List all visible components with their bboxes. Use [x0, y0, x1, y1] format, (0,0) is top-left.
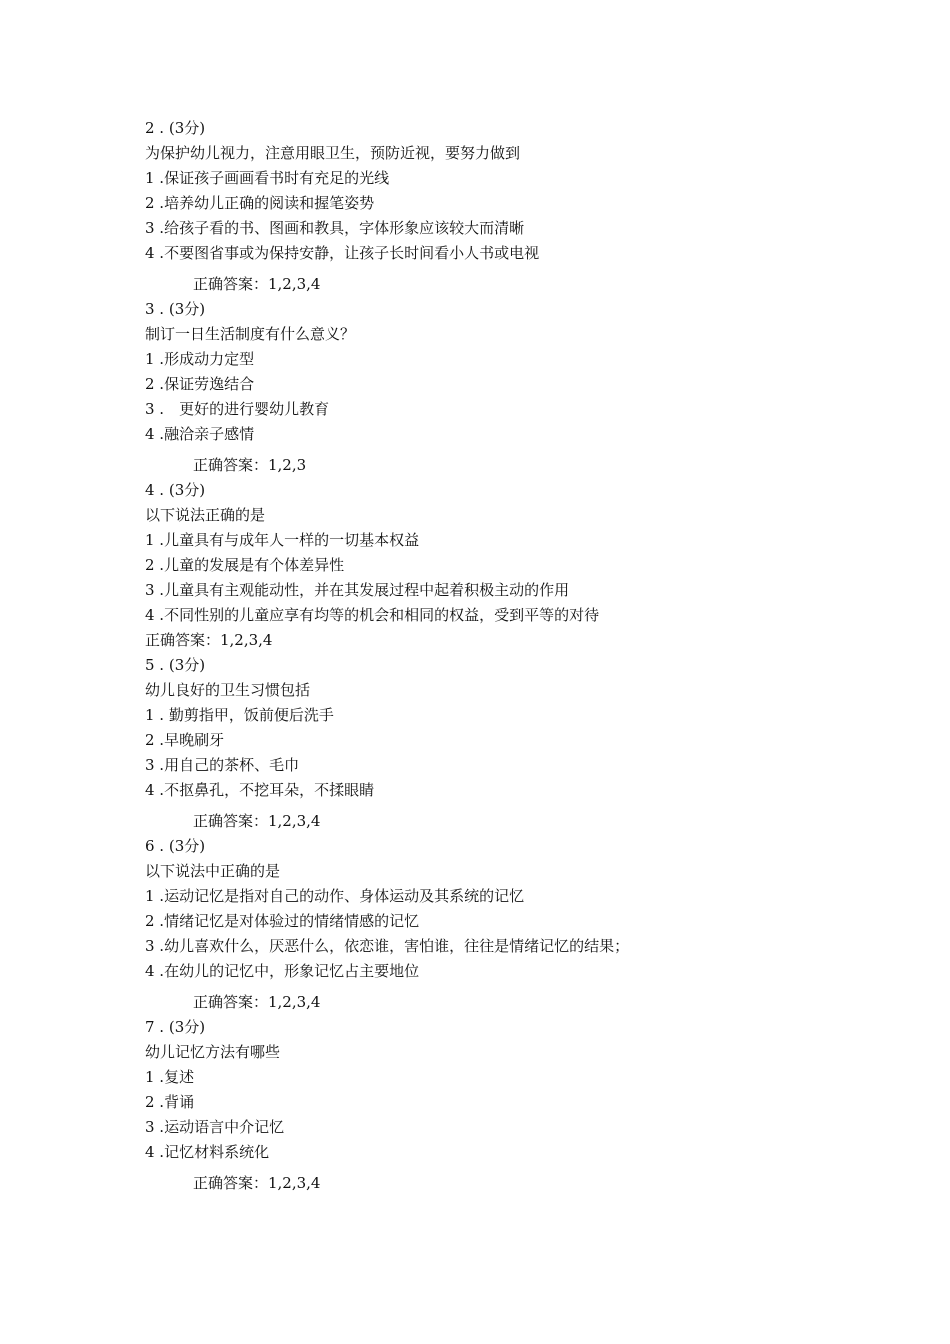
option-3: 3 . 更好的进行婴幼儿教育 [145, 400, 330, 418]
correct-answer: 正确答案：1,2,3,4 [145, 631, 273, 649]
question-2 [145, 116, 905, 297]
question-header: 4 . (3分) [145, 481, 206, 499]
option-2: 2 .保证劳逸结合 [145, 375, 255, 393]
correct-answer: 正确答案：1,2,3,4 [193, 812, 321, 830]
question-4 [145, 478, 905, 653]
correct-answer: 正确答案：1,2,3,4 [193, 275, 321, 293]
option-1: 1 .保证孩子画画看书时有充足的光线 [145, 169, 390, 187]
option-3: 3 .给孩子看的书、图画和教具，字体形象应该较大而清晰 [145, 219, 525, 237]
option-2: 2 .培养幼儿正确的阅读和握笔姿势 [145, 194, 375, 212]
question-header: 5 . (3分) [145, 656, 206, 674]
option-1: 1 .运动记忆是指对自己的动作、身体运动及其系统的记忆 [145, 887, 525, 905]
question-stem: 幼儿良好的卫生习惯包括 [145, 681, 311, 699]
option-4: 4 .不抠鼻孔，不挖耳朵，不揉眼睛 [145, 781, 375, 799]
option-3: 3 .幼儿喜欢什么，厌恶什么，依恋谁，害怕谁，往往是情绪记忆的结果； [145, 937, 630, 955]
option-1: 1 .复述 [145, 1068, 195, 1086]
question-stem: 幼儿记忆方法有哪些 [145, 1043, 281, 1061]
correct-answer: 正确答案：1,2,3,4 [193, 1174, 321, 1192]
option-4: 4 .不同性别的儿童应享有均等的机会和相同的权益，受到平等的对待 [145, 606, 600, 624]
option-4: 4 .记忆材料系统化 [145, 1143, 270, 1161]
question-stem: 以下说法正确的是 [145, 506, 266, 524]
question-stem: 制订一日生活制度有什么意义？ [145, 325, 356, 343]
question-5 [145, 653, 905, 834]
option-1: 1 .形成动力定型 [145, 350, 255, 368]
document-page [145, 116, 905, 1196]
question-7 [145, 1015, 905, 1196]
option-4: 4 .融洽亲子感情 [145, 425, 255, 443]
correct-answer: 正确答案：1,2,3 [193, 456, 307, 474]
question-3 [145, 297, 905, 478]
correct-answer: 正确答案：1,2,3,4 [193, 993, 321, 1011]
option-4: 4 .不要图省事或为保持安静，让孩子长时间看小人书或电视 [145, 244, 540, 262]
option-3: 3 .运动语言中介记忆 [145, 1118, 285, 1136]
option-1: 1 .儿童具有与成年人一样的一切基本权益 [145, 531, 420, 549]
option-1: 1 . 勤剪指甲，饭前便后洗手 [145, 706, 334, 724]
question-stem: 为保护幼儿视力，注意用眼卫生，预防近视，要努力做到 [145, 144, 521, 162]
question-header: 2 . (3分) [145, 119, 206, 137]
question-header: 3 . (3分) [145, 300, 206, 318]
option-4: 4 .在幼儿的记忆中，形象记忆占主要地位 [145, 962, 420, 980]
option-2: 2 .情绪记忆是对体验过的情绪情感的记忆 [145, 912, 420, 930]
option-3: 3 .儿童具有主观能动性，并在其发展过程中起着积极主动的作用 [145, 581, 570, 599]
option-2: 2 .儿童的发展是有个体差异性 [145, 556, 345, 574]
option-2: 2 .早晚刷牙 [145, 731, 225, 749]
question-stem: 以下说法中正确的是 [145, 862, 281, 880]
option-3: 3 .用自己的茶杯、毛巾 [145, 756, 300, 774]
question-header: 7 . (3分) [145, 1018, 206, 1036]
question-6 [145, 834, 905, 1015]
question-header: 6 . (3分) [145, 837, 206, 855]
option-2: 2 .背诵 [145, 1093, 195, 1111]
